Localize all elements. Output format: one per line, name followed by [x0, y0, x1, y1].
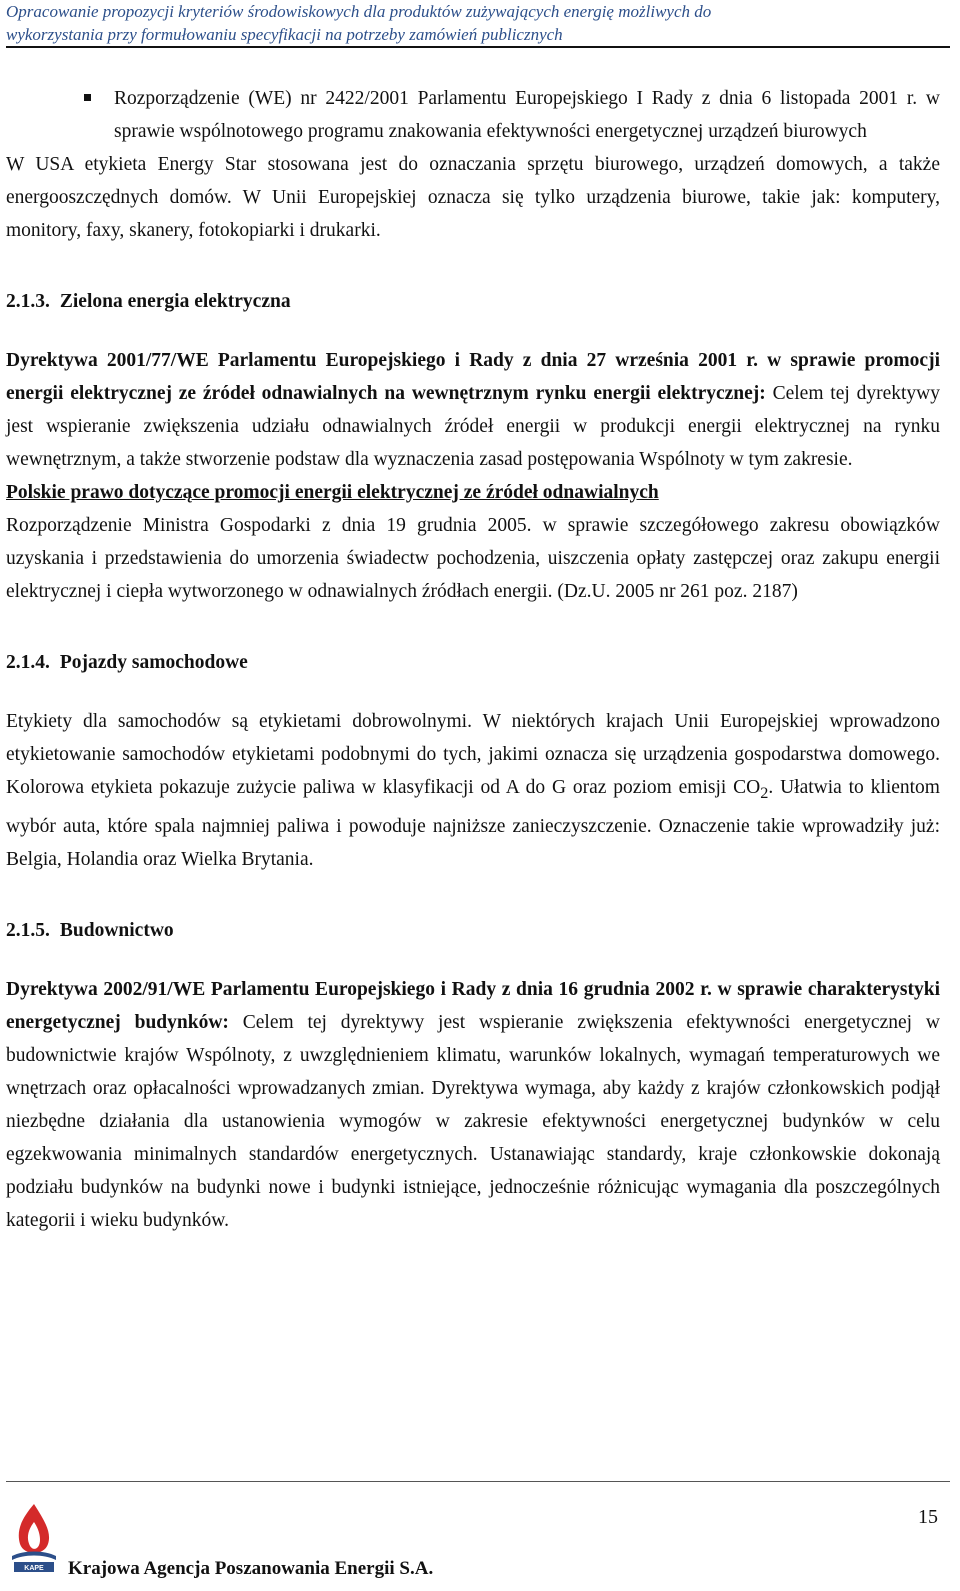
paragraph-vehicles: [6, 705, 940, 876]
paragraph-directive-2001-77: [6, 344, 940, 476]
running-header: [6, 0, 950, 48]
heading-title: Budownictwo: [59, 919, 174, 941]
directive-title: Dyrektywa 2002/91/WE Parlamentu Europejskiego i Rady z dnia 16 grudnia 2002 r. w sprawie charakterystyki energetycznej budynków:: [6, 978, 940, 1033]
organization-name: Krajowa Agencja Poszanowania Energii S.A.: [68, 1558, 434, 1579]
bullet-regulation-2422: [6, 82, 940, 148]
vehicles-text-b: . Ułatwia to klientom wybór auta, które spala najmniej paliwa i powoduje najniższe zanieczyszczenie. Oznaczenie takie wprowadziły już: Belgia, Holandia oraz Wielka Brytania.: [6, 777, 940, 870]
footer-rule: [6, 1481, 950, 1482]
heading-2-1-5: [6, 914, 940, 947]
page-number: 15: [918, 1506, 938, 1528]
directive-text: Celem tej dyrektywy jest wspieranie zwiększenia udziału odnawialnych źródeł energii w produkcji energii elektrycznej na rynku wewnętrznym, a także stworzenie podstaw dla wyznaczenia zasad postępowania Wspólnoty w tym zakresie.: [6, 383, 940, 470]
paragraph-energy-star: W USA etykieta Energy Star stosowana jest do oznaczania sprzętu biurowego, urządzeń domowych, a także energooszczędnych domów. W Unii Europejskiej oznacza się tylko urządzenia biurowe, takie jak: komputery, monitory, faxy, skanery, fotokopiarki i drukarki.: [6, 154, 940, 241]
bullet-text: Rozporządzenie (WE) nr 2422/2001 Parlamentu Europejskiego I Rady z dnia 6 listopada 2001 r. w sprawie wspólnotowego programu znakowania efektywności energetycznej urządzeń biurowych: [114, 88, 940, 142]
vehicles-text-a: Etykiety dla samochodów są etykietami dobrowolnymi. W niektórych krajach Unii Europejskiej wprowadzono etykietowanie samochodów etykietami podobnymi do tych, jakimi oznacza się urządzenia gospodarstwa domowego. Kolorowa etykieta pokazuje zużycie paliwa w klasyfikacji od A do G oraz poziom emisji CO: [6, 711, 940, 798]
co2-subscript: 2: [760, 783, 769, 802]
heading-title: Pojazdy samochodowe: [59, 652, 248, 673]
underlined-heading: Polskie prawo dotyczące promocji energii elektrycznej ze źródeł odnawialnych: [6, 482, 659, 503]
logo-text: KAPE: [24, 1565, 44, 1572]
paragraph-directive-2002-91: [6, 973, 940, 1237]
heading-number: 2.1.4.: [6, 652, 50, 673]
heading-title: Zielona energia elektryczna: [59, 291, 291, 312]
page-footer: [0, 1478, 960, 1591]
heading-2-1-4: [6, 646, 940, 679]
heading-number: 2.1.5.: [6, 919, 50, 941]
header-line-2: wykorzystania przy formułowaniu specyfikacji na potrzeby zamówień publicznych: [6, 25, 563, 44]
directive-text: Celem tej dyrektywy jest wspieranie zwiększenia efektywności energetycznej w budownictwie krajów Wspólnoty, z uwzględnieniem klimatu, warunków lokalnych, wymagań temperaturowych we wnętrzach oraz opłacalności wprowadzanych zmian. Dyrektywa wymaga, aby każdy z krajów członkowskich podjął niezbędne działania dla ustanowienia wymogów w zakresie efektywności energetycznej budynków w celu egzekwowania minimalnych standardów energetycznych. Ustanawiając standardy, kraje członkowskie dokonają podziału budynków na budynki nowe i budynki istniejące, jednocześnie różnicując wymagania dla poszczególnych kategorii i wieku budynków.: [6, 1011, 940, 1231]
directive-title: Dyrektywa 2001/77/WE Parlamentu Europejskiego i Rady z dnia 27 września 2001 r. w sprawie promocji energii elektrycznej ze źródeł odnawialnych na wewnętrznym rynku energii elektrycznej:: [6, 350, 940, 404]
page-body: [6, 82, 940, 1237]
heading-number: 2.1.3.: [6, 291, 50, 312]
paragraph-polish-regulation: Rozporządzenie Ministra Gospodarki z dnia 19 grudnia 2005. w sprawie szczegółowego zakresu obowiązków uzyskania i przedstawienia do umorzenia świadectw pochodzenia, uiszczenia opłaty zastępczej oraz zakupu energii elektrycznej i ciepła wytworzonego w odnawialnych źródłach energii. (Dz.U. 2005 nr 261 poz. 2187): [6, 515, 940, 602]
heading-2-1-3: [6, 285, 940, 318]
header-line-1: Opracowanie propozycji kryteriów środowiskowych dla produktów zużywających energię możliwych do: [6, 2, 712, 21]
kape-logo-icon: [8, 1498, 60, 1578]
polish-law-heading: [6, 476, 940, 509]
square-bullet-icon: [84, 94, 91, 101]
